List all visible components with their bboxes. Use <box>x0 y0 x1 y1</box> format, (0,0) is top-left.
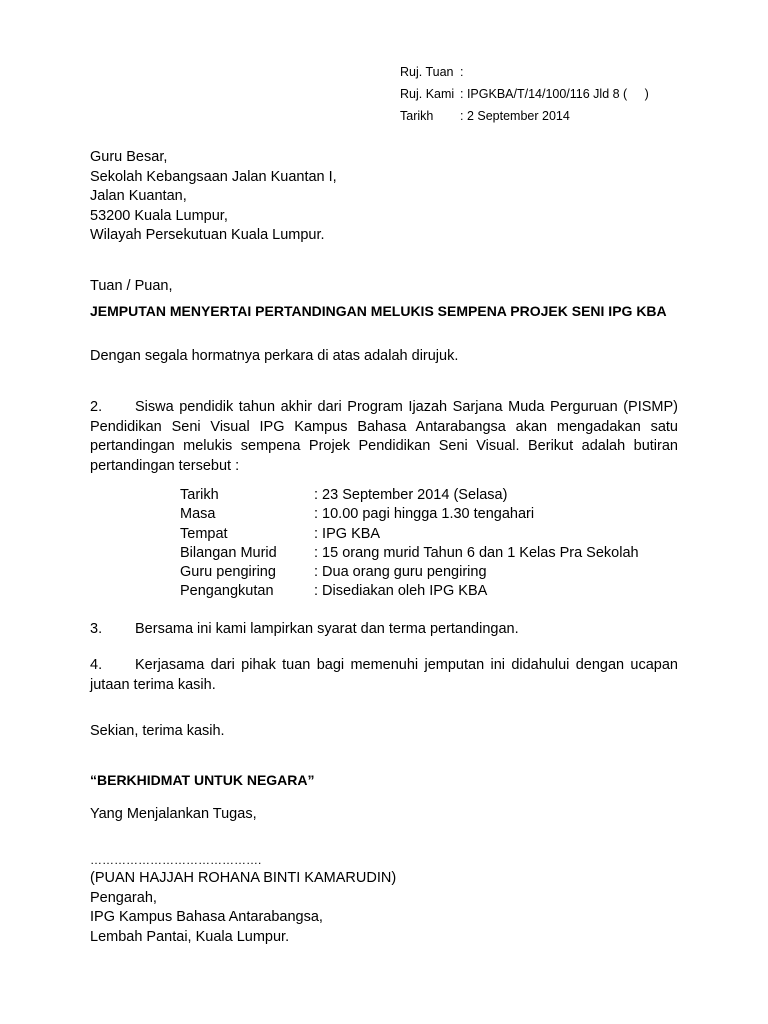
signatory-org: IPG Kampus Bahasa Antarabangsa, <box>90 909 323 925</box>
detail-value: : 23 September 2014 (Selasa) <box>314 487 508 503</box>
detail-value: : IPG KBA <box>314 525 381 542</box>
detail-row <box>180 544 639 563</box>
detail-value: : Dua orang guru pengiring <box>314 564 487 581</box>
detail-label: Tarikh <box>180 487 219 503</box>
detail-value: : 10.00 pagi hingga 1.30 tengahari <box>314 506 535 523</box>
paragraph-3 <box>90 620 678 640</box>
ref-ruj-kami <box>400 85 649 107</box>
competition-details <box>180 486 639 602</box>
recipient-line: Wilayah Persekutuan Kuala Lumpur. <box>90 227 325 243</box>
detail-row <box>180 563 639 582</box>
detail-label: Masa <box>180 506 216 523</box>
salutation: Tuan / Puan, <box>90 278 173 294</box>
detail-label: Pengangkutan <box>180 583 274 600</box>
ref-ruj-tuan-label: Ruj. Tuan <box>400 65 454 79</box>
ref-ruj-kami-value: : IPGKBA/T/14/100/116 Jld 8 ( ) <box>460 87 649 101</box>
signoff-line: Yang Menjalankan Tugas, <box>90 806 257 822</box>
ref-ruj-kami-label: Ruj. Kami <box>400 87 455 101</box>
ref-tarikh <box>400 107 649 129</box>
reference-block <box>400 63 649 129</box>
ref-tarikh-label: Tarikh <box>400 109 434 123</box>
recipient-line: Jalan Kuantan, <box>90 188 187 204</box>
detail-label: Bilangan Murid <box>180 544 277 561</box>
detail-label: Tempat <box>180 525 228 542</box>
recipient-line: 53200 Kuala Lumpur, <box>90 207 228 224</box>
signatory-location: Lembah Pantai, Kuala Lumpur. <box>90 928 290 945</box>
signatory-block <box>90 869 678 947</box>
paragraph-2 <box>90 398 678 476</box>
paragraph-2-number: 2. <box>90 399 103 415</box>
closing-line: Sekian, terima kasih. <box>90 723 225 739</box>
signatory-title: Pengarah, <box>90 889 157 906</box>
motto: “BERKHIDMAT UNTUK NEGARA” <box>90 772 315 788</box>
ref-ruj-tuan <box>400 63 649 85</box>
paragraph-3-text: Bersama ini kami lampirkan syarat dan terma pertandingan. <box>135 621 519 637</box>
detail-row <box>180 582 639 601</box>
detail-row <box>180 505 639 524</box>
paragraph-3-number: 3. <box>90 621 103 637</box>
paragraph-4-text: Kerjasama dari pihak tuan bagi memenuhi jemputan ini didahului dengan ucapan jutaan terima kasih. <box>90 657 678 693</box>
detail-row <box>180 525 639 544</box>
recipient-address <box>90 148 678 246</box>
detail-value: : 15 orang murid Tahun 6 dan 1 Kelas Pra Sekolah <box>314 544 639 561</box>
detail-value: : Disediakan oleh IPG KBA <box>314 583 488 600</box>
detail-row <box>180 486 639 505</box>
signatory-name: (PUAN HAJJAH ROHANA BINTI KAMARUDIN) <box>90 870 397 886</box>
subject-line: JEMPUTAN MENYERTAI PERTANDINGAN MELUKIS SEMPENA PROJEK SENI IPG KBA <box>90 303 667 319</box>
recipient-line: Sekolah Kebangsaan Jalan Kuantan I, <box>90 168 337 185</box>
ref-tarikh-value: : 2 September 2014 <box>460 109 570 123</box>
paragraph-2-text: Siswa pendidik tahun akhir dari Program Ijazah Sarjana Muda Perguruan (PISMP) Pendidikan Seni Visual IPG Kampus Bahasa Antarabangsa akan mengadakan satu pertandingan melukis sempena Projek Pendidikan Seni Visual. Berikut adalah butiran pertandingan tersebut : <box>90 399 678 474</box>
recipient-line: Guru Besar, <box>90 149 168 165</box>
detail-label: Guru pengiring <box>180 564 276 581</box>
ref-ruj-tuan-value: : <box>460 65 464 79</box>
paragraph-4-number: 4. <box>90 657 103 673</box>
intro-paragraph: Dengan segala hormatnya perkara di atas adalah dirujuk. <box>90 348 459 364</box>
signature-line: ……………………………………. <box>90 853 262 867</box>
paragraph-4 <box>90 656 678 695</box>
